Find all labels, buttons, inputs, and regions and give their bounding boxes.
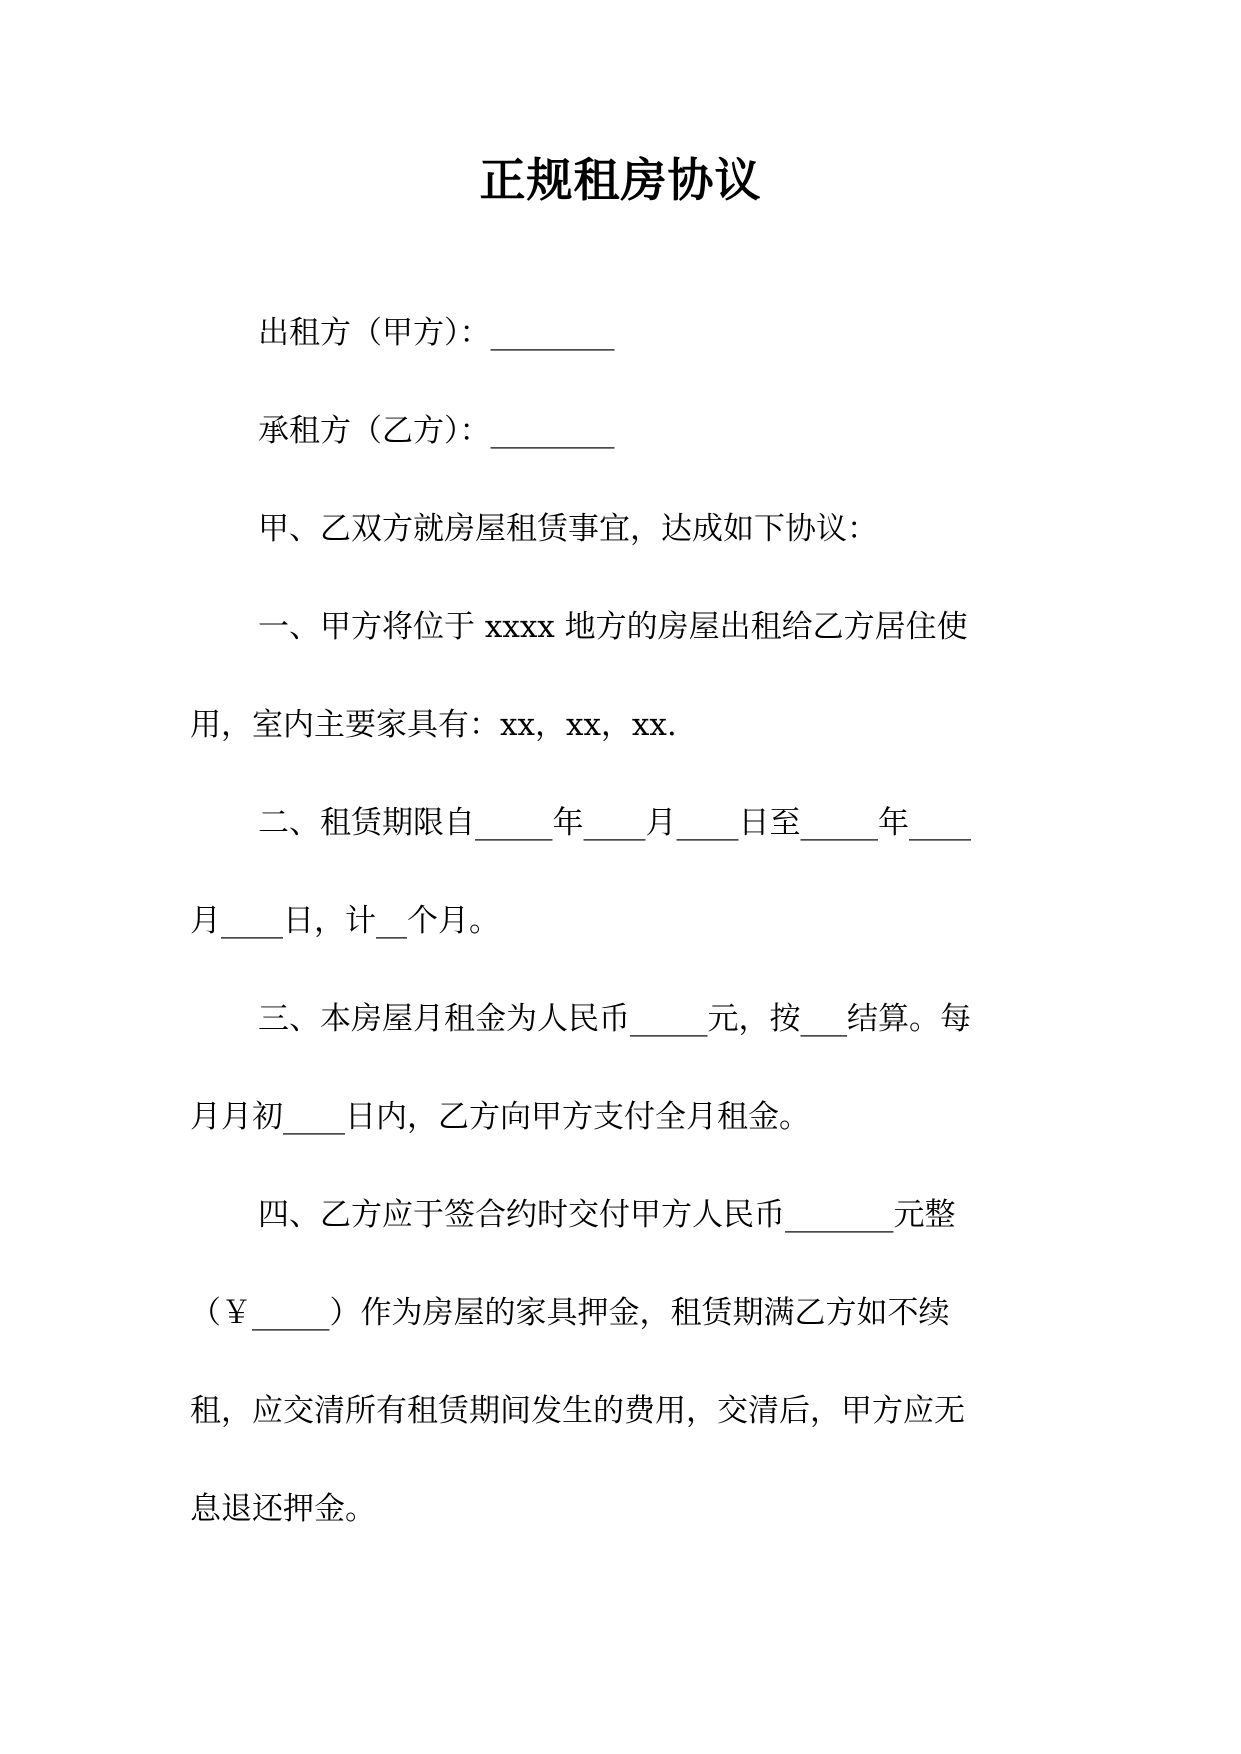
clause-4-line-1: 四、乙方应于签合约时交付甲方人民币_______元整: [258, 1197, 956, 1233]
clause-3-line-1: 三、本房屋月租金为人民币_____元，按___结算。每: [258, 1001, 971, 1037]
clause-4-line-2: （￥_____）作为房屋的家具押金，租赁期满乙方如不续: [190, 1295, 950, 1331]
clause-2-line-1: 二、租赁期限自_____年____月____日至_____年____: [258, 805, 971, 841]
lessor-line: 出租方（甲方）：________: [258, 315, 615, 351]
lessee-line: 承租方（乙方）：________: [258, 413, 615, 449]
document-title: 正规租房协议: [479, 153, 762, 207]
clause-2-line-2: 月____日，计__个月。: [190, 903, 500, 939]
clause-4-line-4: 息退还押金。: [190, 1491, 376, 1527]
clause-1-line-1: 一、甲方将位于 xxxx 地方的房屋出租给乙方居住使: [258, 609, 968, 645]
clause-1-line-2: 用，室内主要家具有：xx，xx，xx.: [190, 707, 677, 743]
agreement-intro: 甲、乙双方就房屋租赁事宜，达成如下协议：: [258, 511, 878, 547]
clause-4-line-3: 租，应交清所有租赁期间发生的费用，交清后，甲方应无: [190, 1393, 965, 1429]
clause-3-line-2: 月月初____日内，乙方向甲方支付全月租金。: [190, 1099, 810, 1135]
